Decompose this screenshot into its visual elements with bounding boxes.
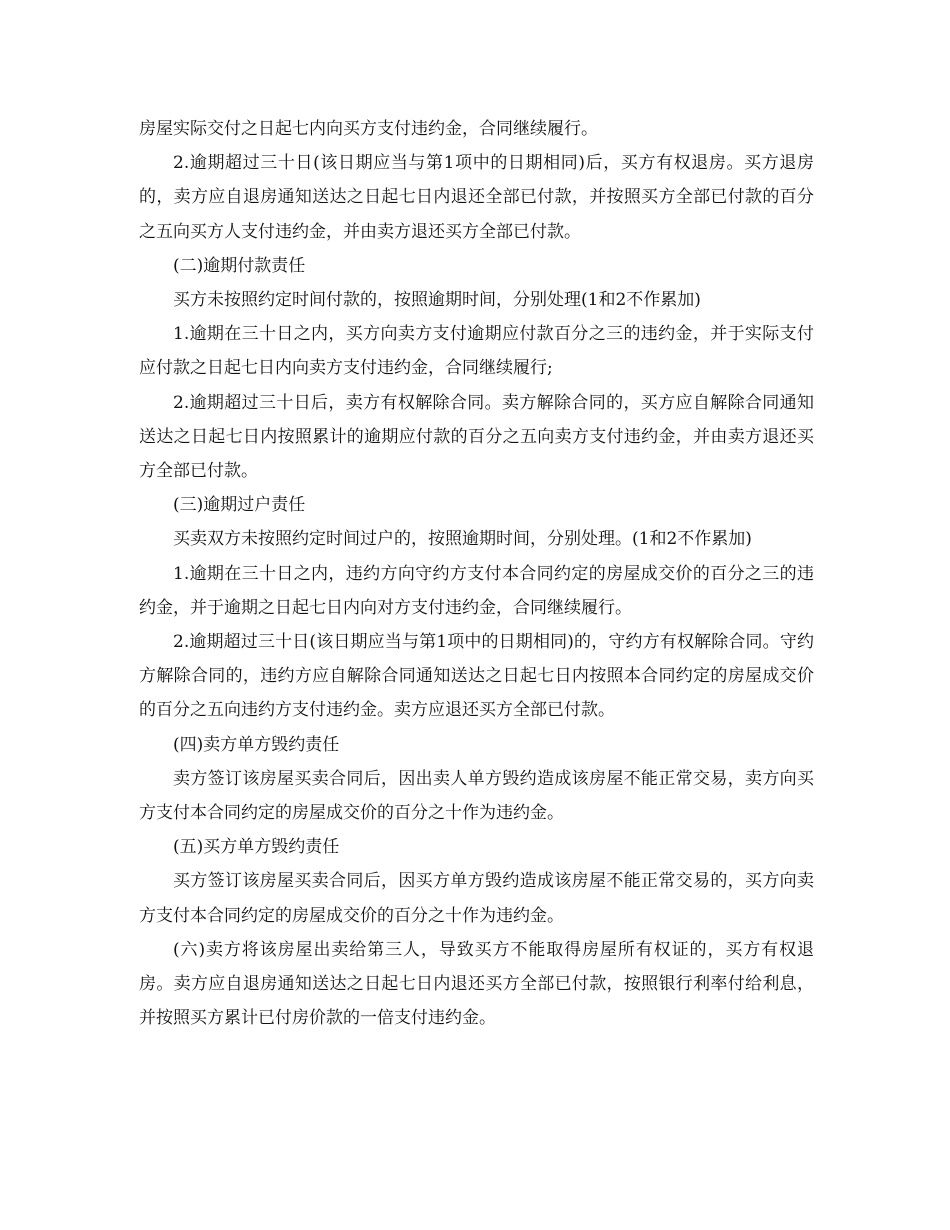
paragraph-continuation: 房屋实际交付之日起七内向买方支付违约金，合同继续履行。 bbox=[139, 119, 598, 139]
section-heading-buyer-breach: (五)买方单方毁约责任 bbox=[173, 837, 340, 858]
paragraph-late-transfer-intro: 买卖双方未按照约定时间过户的，按照逾期时间，分别处理。(1和2不作累加) bbox=[173, 529, 752, 550]
paragraph-seller-breach: 卖方签订该房屋买卖合同后，因出卖人单方毁约造成该房屋不能正常交易，卖方向买方支付本合同约定的房屋成交价的百分之十作为违约金。 bbox=[139, 768, 814, 824]
paragraph-buyer-breach: 买方签订该房屋买卖合同后，因买方单方毁约造成该房屋不能正常交易的，买方向卖方支付本合同约定的房屋成交价的百分之十作为违约金。 bbox=[139, 871, 814, 926]
document-body bbox=[139, 112, 814, 1035]
section-heading-late-transfer: (三)逾期过户责任 bbox=[173, 495, 306, 516]
paragraph-late-payment-1: 1.逾期在三十日之内，买方向卖方支付逾期应付款百分之三的违约金，并于实际支付应付款之日起七日内向卖方支付违约金，合同继续履行; bbox=[139, 324, 814, 379]
section-heading-late-payment: (二)逾期付款责任 bbox=[173, 255, 306, 276]
paragraph-late-payment-2: 2.逾期超过三十日后，卖方有权解除合同。卖方解除合同的，买方应自解除合同通知送达之日起七日内按照累计的逾期应付款的百分之五向卖方支付违约金，并由卖方退还买方全部已付款。 bbox=[139, 392, 814, 482]
paragraph-late-transfer-1: 1.逾期在三十日之内，违约方向守约方支付本合同约定的房屋成交价的百分之三的违约金，并于逾期之日起七日内向对方支付违约金，合同继续履行。 bbox=[139, 563, 814, 618]
section-heading-seller-breach: (四)卖方单方毁约责任 bbox=[173, 734, 340, 755]
paragraph-third-party-sale: (六)卖方将该房屋出卖给第三人，导致买方不能取得房屋所有权证的，买方有权退房。卖方应自退房通知送达之日起七日内退还买方全部已付款，按照银行利率付给利息，并按照买方累计已付房价款的一倍支付违约金。 bbox=[139, 939, 814, 1029]
paragraph-clause-2-refund: 2.逾期超过三十日(该日期应当与第1项中的日期相同)后，买方有权退房。买方退房的，卖方应自退房通知送达之日起七日内退还全部已付款，并按照买方全部已付款的百分之五向买方人支付违约金，并由卖方退还买方全部已付款。 bbox=[139, 153, 814, 242]
paragraph-late-payment-intro: 买方未按照约定时间付款的，按照逾期时间，分别处理(1和2不作累加) bbox=[173, 290, 701, 311]
paragraph-late-transfer-2: 2.逾期超过三十日(该日期应当与第1项中的日期相同)的，守约方有权解除合同。守约方解除合同的，违约方应自解除合同通知送达之日起七日内按照本合同约定的房屋成交价的百分之五向违约方支付违约金。卖方应退还买方全部已付款。 bbox=[139, 632, 814, 721]
